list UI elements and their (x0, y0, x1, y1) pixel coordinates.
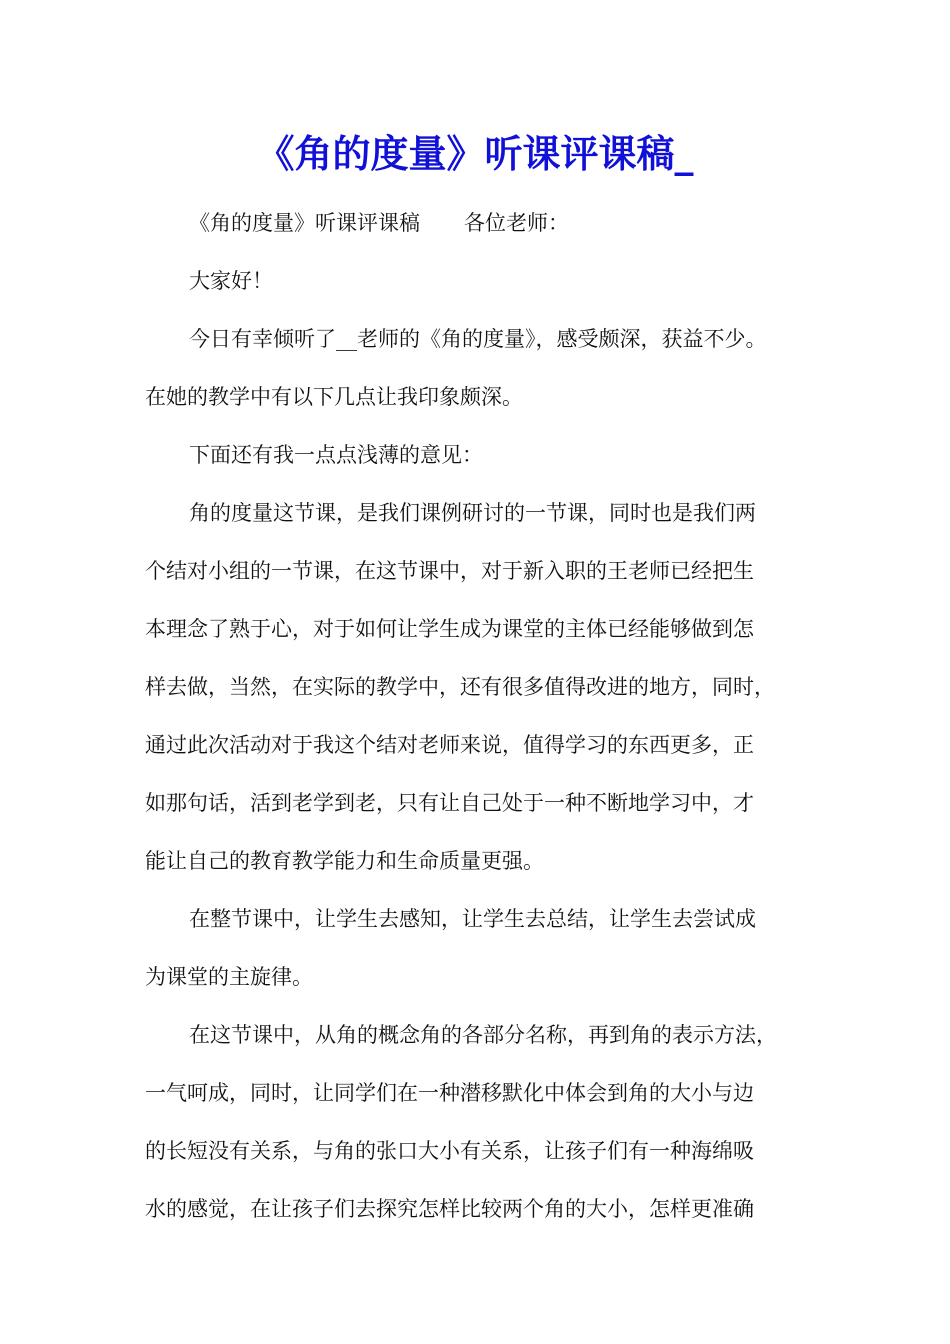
paragraph-line: 一气呵成，同时，让同学们在一种潜移默化中体会到角的大小与边 (145, 1081, 754, 1105)
paragraph-line: 角的度量这节课，是我们课例研讨的一节课，同时也是我们两 (189, 501, 756, 525)
paragraph-line: 在整节课中，让学生去感知，让学生去总结，让学生去尝试成 (189, 907, 756, 931)
paragraph-line: 今日有幸倾听了__老师的《角的度量》，感受颇深，获益不少。 (189, 327, 767, 351)
paragraph-line: 能让自己的教育教学能力和生命质量更强。 (145, 849, 544, 873)
paragraph-line: 在她的教学中有以下几点让我印象颇深。 (145, 385, 523, 409)
paragraph-line: 样去做，当然，在实际的教学中，还有很多值得改进的地方，同时， (145, 675, 775, 699)
paragraph-line: 的长短没有关系，与角的张口大小有关系，让孩子们有一种海绵吸 (145, 1139, 754, 1163)
paragraph-line: 本理念了熟于心，对于如何让学生成为课堂的主体已经能够做到怎 (145, 617, 754, 641)
paragraph-line: 个结对小组的一节课，在这节课中，对于新入职的王老师已经把生 (145, 559, 754, 583)
paragraph-line: 在这节课中，从角的概念角的各部分名称，再到角的表示方法， (189, 1023, 777, 1047)
subtitle-text: 《角的度量》听课评课稿 (189, 211, 420, 235)
salutation-text: 各位老师： (464, 211, 569, 235)
paragraph-line: 如那句话，活到老学到老，只有让自己处于一种不断地学习中，才 (145, 791, 754, 815)
paragraph-line: 大家好！ (189, 269, 273, 293)
paragraph-line (145, 202, 817, 260)
document-body (145, 202, 817, 1246)
document-title: 《角的度量》听课评课稿_ (256, 132, 694, 176)
paragraph-line: 水的感觉，在让孩子们去探究怎样比较两个角的大小，怎样更准确 (145, 1197, 754, 1221)
paragraph-line: 通过此次活动对于我这个结对老师来说，值得学习的东西更多，正 (145, 733, 754, 757)
paragraph-line: 为课堂的主旋律。 (145, 965, 313, 989)
paragraph-line: 下面还有我一点点浅薄的意见： (189, 443, 483, 467)
